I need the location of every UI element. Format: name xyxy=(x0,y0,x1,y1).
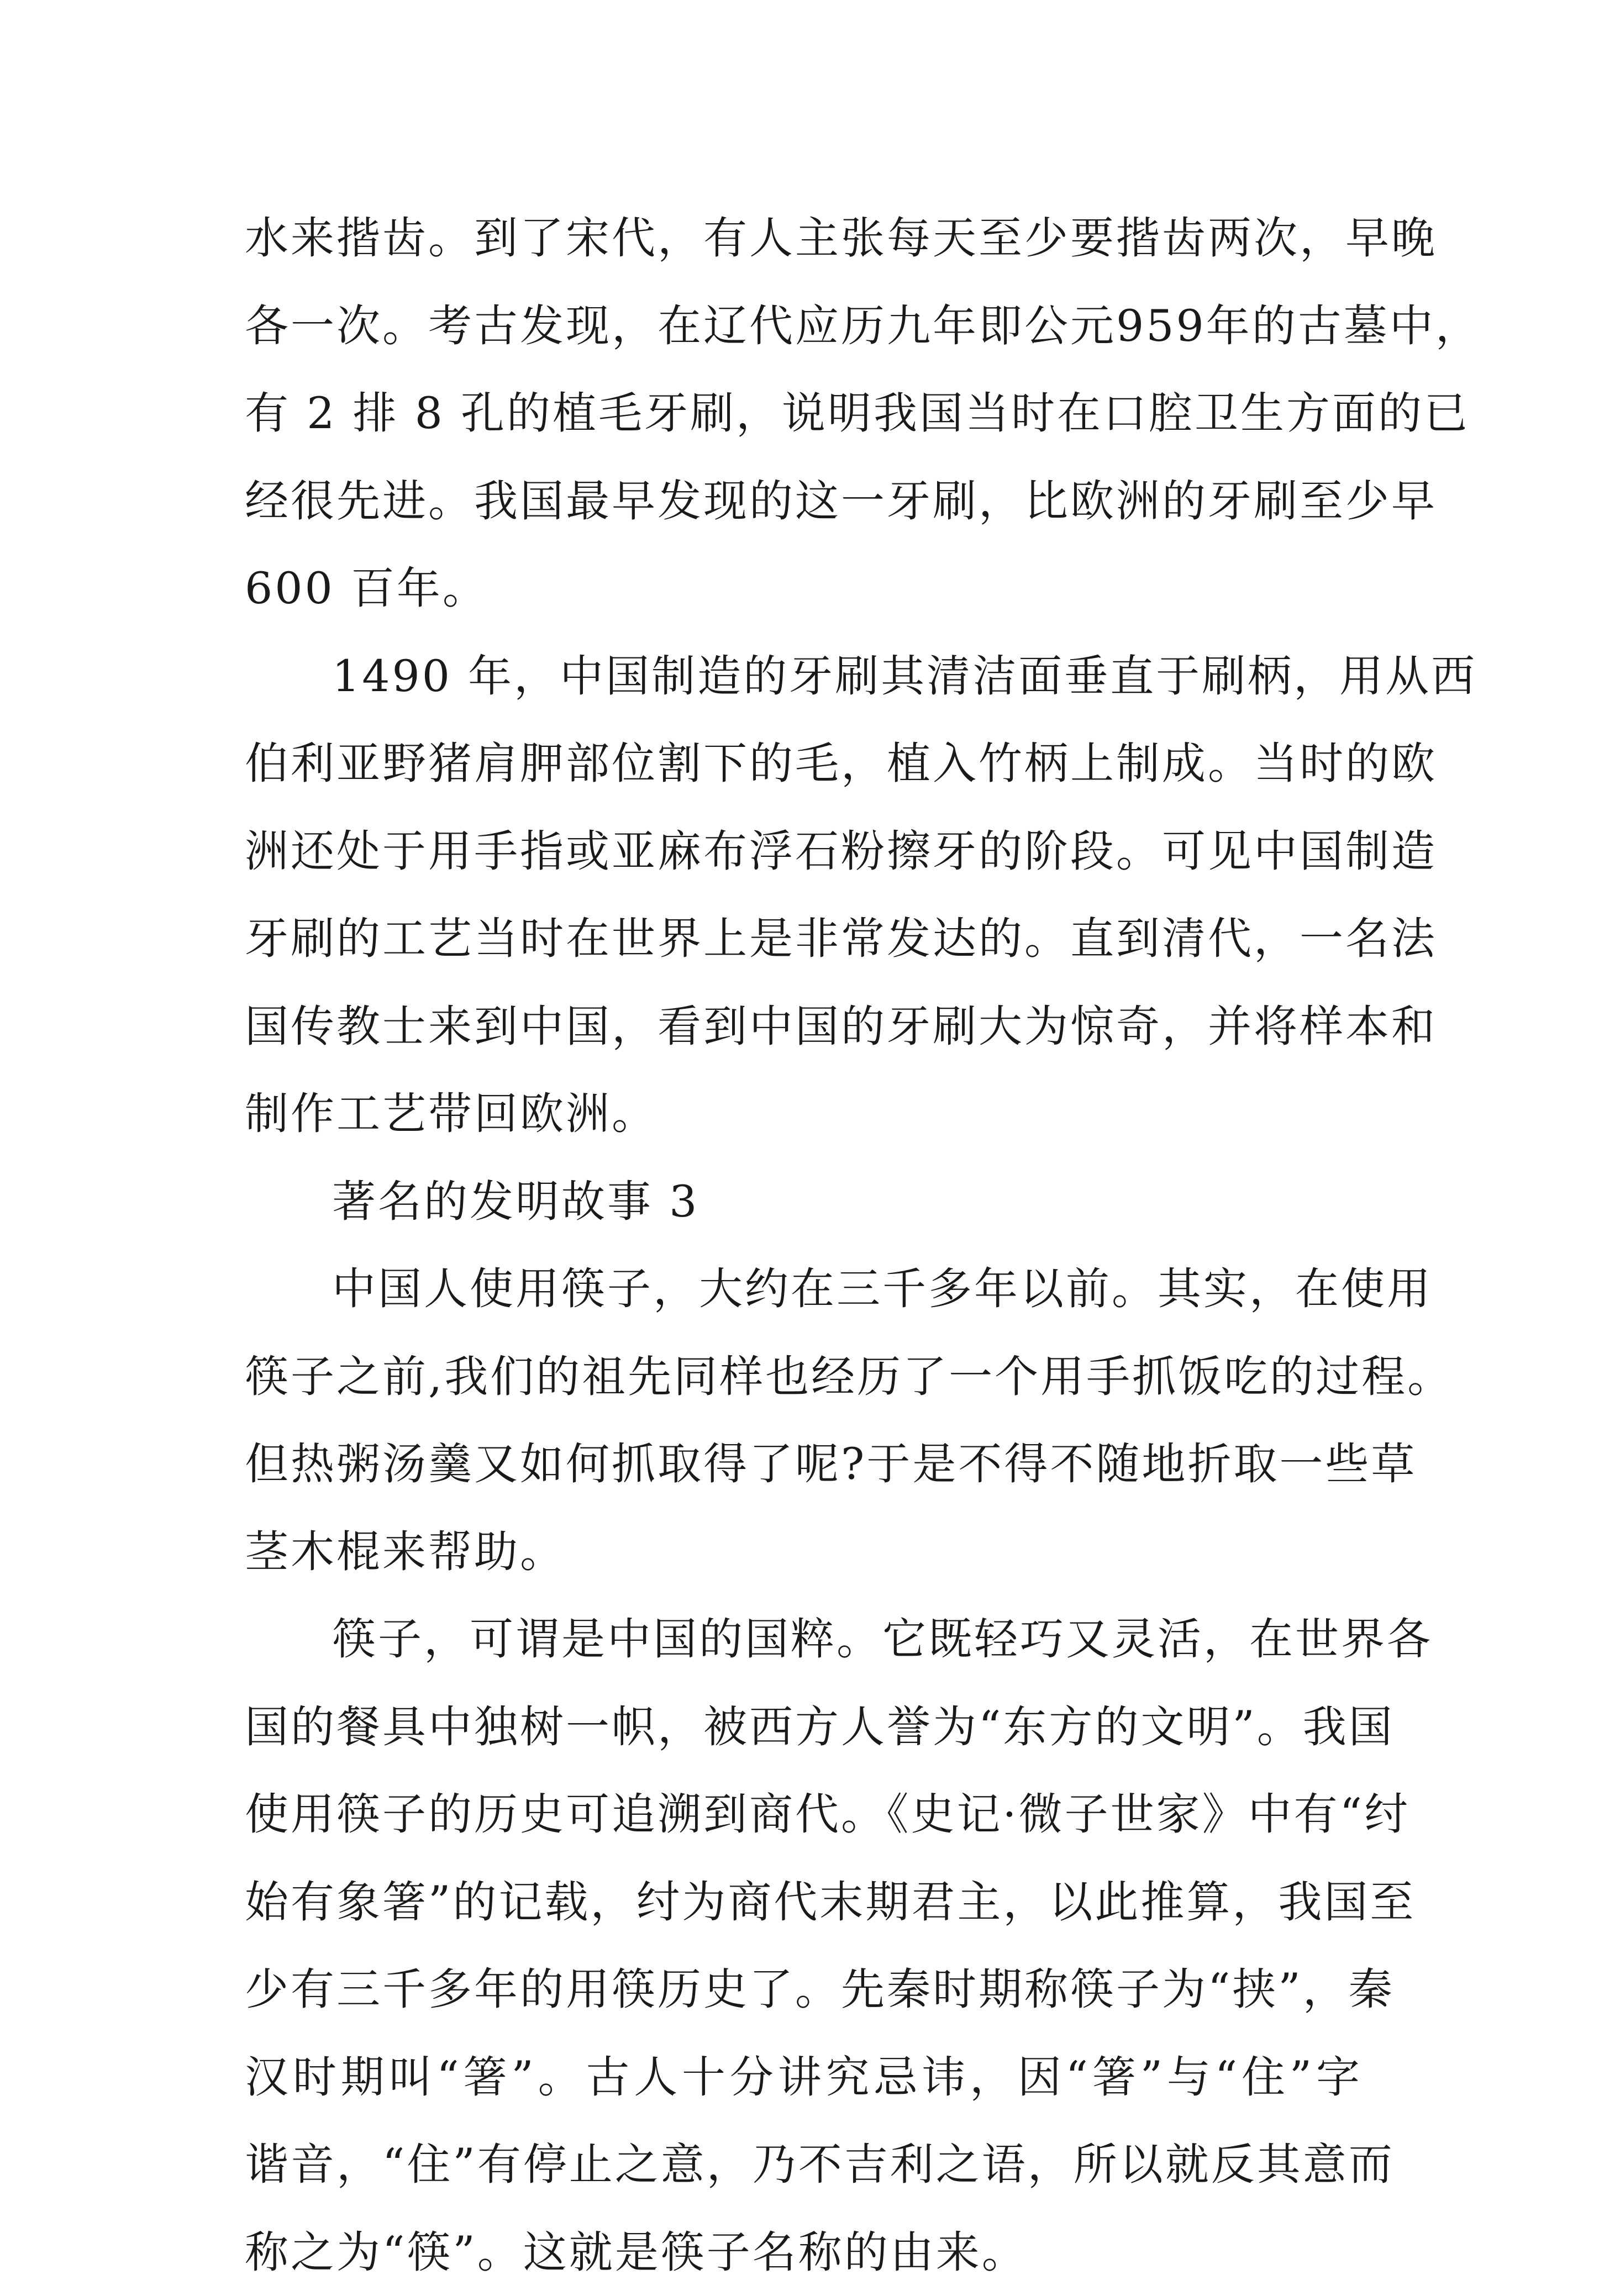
text-line: 伯利亚野猪肩胛部位割下的毛，植入竹柄上制成。当时的欧 xyxy=(245,720,1362,808)
text-line: 筷子之前,我们的祖先同样也经历了一个用手抓饭吃的过程。 xyxy=(245,1333,1362,1421)
text-line: 著名的发明故事 3 xyxy=(245,1158,1362,1246)
text-line: 600 百年。 xyxy=(245,545,1362,633)
text-line: 但热粥汤羹又如何抓取得了呢?于是不得不随地折取一些草 xyxy=(245,1420,1362,1508)
text-line: 少有三千多年的用筷历史了。先秦时期称筷子为“挟”，秦 xyxy=(245,1946,1362,2034)
text-line: 洲还处于用手指或亚麻布浮石粉擦牙的阶段。可见中国制造 xyxy=(245,808,1362,896)
text-line: 经很先进。我国最早发现的这一牙刷，比欧洲的牙刷至少早 xyxy=(245,457,1362,545)
text-line: 称之为“筷”。这就是筷子名称的由来。 xyxy=(245,2209,1362,2296)
text-line: 1490 年，中国制造的牙刷其清洁面垂直于刷柄，用从西 xyxy=(245,633,1362,720)
text-line: 汉时期叫“箸”。古人十分讲究忌讳，因“箸”与“住”字 xyxy=(245,2034,1362,2121)
text-line: 水来揩齿。到了宋代，有人主张每天至少要揩齿两次，早晚 xyxy=(245,194,1362,282)
text-line: 茎木棍来帮助。 xyxy=(245,1508,1362,1596)
text-line: 牙刷的工艺当时在世界上是非常发达的。直到清代，一名法 xyxy=(245,895,1362,983)
text-line: 中国人使用筷子，大约在三千多年以前。其实，在使用 xyxy=(245,1245,1362,1333)
text-line: 始有象箸”的记载，纣为商代末期君主，以此推算，我国至 xyxy=(245,1858,1362,1946)
text-line: 使用筷子的历史可追溯到商代。《史记·微子世家》中有“纣 xyxy=(245,1771,1362,1858)
text-line: 筷子，可谓是中国的国粹。它既轻巧又灵活，在世界各 xyxy=(245,1595,1362,1683)
text-line: 谐音，“住”有停止之意，乃不吉利之语，所以就反其意而 xyxy=(245,2121,1362,2209)
text-line: 国的餐具中独树一帜，被西方人誉为“东方的文明”。我国 xyxy=(245,1683,1362,1771)
text-line: 各一次。考古发现，在辽代应历九年即公元959年的古墓中， xyxy=(245,282,1362,370)
text-line: 国传教士来到中国，看到中国的牙刷大为惊奇，并将样本和 xyxy=(245,983,1362,1071)
text-line: 制作工艺带回欧洲。 xyxy=(245,1070,1362,1158)
document-body xyxy=(245,194,1362,2296)
text-line: 有 2 排 8 孔的植毛牙刷，说明我国当时在口腔卫生方面的已 xyxy=(245,370,1362,457)
